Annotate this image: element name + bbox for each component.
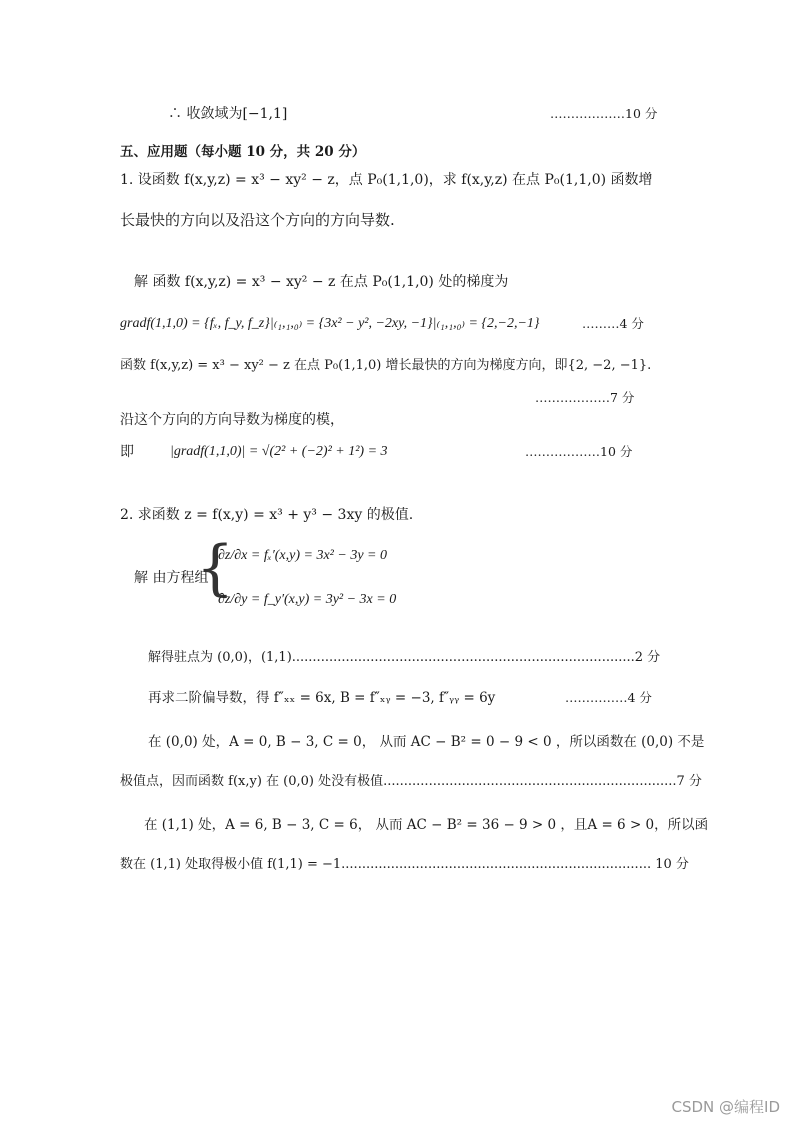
problem2-line: 2. 求函数 z = f(x,y) = x³ + y³ − 3xy 的极值. <box>120 507 414 523</box>
problem1-line1: 1. 设函数 f(x,y,z) = x³ − xy² − z，点 P₀(1,1,0)，求 f(x,y,z) 在点 P₀(1,1,0) 函数增 <box>120 172 653 188</box>
ji-label: 即 <box>120 444 134 460</box>
at-origin-line1: 在 (0,0) 处，A = 0, B − 3, C = 0， 从而 AC − B² = 0 − 9 < 0 ，所以函数在 (0,0) 不是 <box>148 734 705 750</box>
at-one-one-line1: 在 (1,1) 处，A = 6, B − 3, C = 6， 从而 AC − B² = 36 − 9 > 0 ，且A = 6 > 0，所以函 <box>144 817 709 833</box>
stationary-points-line: 解得驻点为 (0,0)，(1,1)...................................................................................2 分 <box>148 650 661 665</box>
solution1-line1: 解 函数 f(x,y,z) = x³ − xy² − z 在点 P₀(1,1,0) 处的梯度为 <box>134 274 509 290</box>
system-equation-1: ∂z/∂x = fₓ′(x,y) = 3x² − 3y = 0 <box>218 548 387 563</box>
csdn-watermark: CSDN @编程ID <box>671 1098 780 1116</box>
gradient-score: ………4 分 <box>582 316 644 331</box>
at-one-one-line2: 数在 (1,1) 处取得极小值 f(1,1) = −1........................................................................... 10 分 <box>120 857 689 872</box>
directional-derivative-line: 沿这个方向的方向导数为梯度的模， <box>120 412 344 428</box>
convergence-domain-line <box>168 104 287 124</box>
system-equation-2: ∂z/∂y = f_y′(x,y) = 3y² − 3x = 0 <box>218 592 397 607</box>
system-brace: { <box>196 533 235 603</box>
convergence-score: ………………10 分 <box>550 106 658 121</box>
direction-line: 函数 f(x,y,z) = x³ − xy² − z 在点 P₀(1,1,0) 增长最快的方向为梯度方向，即{2, −2, −1}. <box>120 358 652 373</box>
gradient-modulus-formula: |gradf(1,1,0)| = √(2² + (−2)² + 1²) = 3 <box>170 444 388 459</box>
gradient-formula: gradf(1,1,0) = {fₓ, f_y, f_z}|₍₁,₁,₀₎ = {3x² − y², −2xy, −1}|₍₁,₁,₀₎ = {2,−2,−1} <box>120 316 540 331</box>
convergence-domain-text: ∴ 收敛域为[−1,1] <box>168 106 288 122</box>
second-derivatives-score: ……………4 分 <box>565 690 652 705</box>
at-origin-line2: 极值点，因而函数 f(x,y) 在 (0,0) 处没有极值.......................................................................7 分 <box>120 774 702 789</box>
modulus-score: ………………10 分 <box>525 444 633 459</box>
solution2-label: 解 由方程组 <box>134 570 209 586</box>
section-title: 五、应用题（每小题 10 分，共 20 分） <box>120 144 366 160</box>
direction-score: ………………7 分 <box>535 390 635 405</box>
second-derivatives-line: 再求二阶偏导数，得 f″ₓₓ = 6x, B = f″ₓᵧ = −3, f″ᵧᵧ = 6y <box>148 690 496 706</box>
problem1-line2: 长最快的方向以及沿这个方向的方向导数. <box>120 211 395 229</box>
